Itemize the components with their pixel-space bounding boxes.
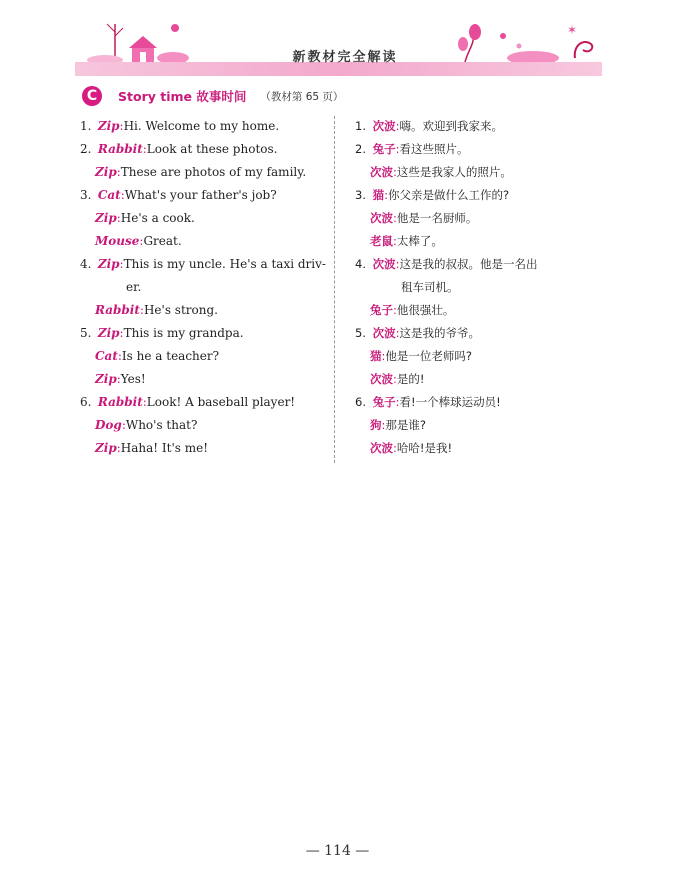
speaker-name: Mouse (95, 234, 140, 248)
speaker-name: Zip (95, 441, 117, 455)
chinese-line (355, 415, 605, 438)
section-badge: C (82, 86, 102, 106)
line-number: 2. (80, 142, 92, 156)
speaker-separator: : (116, 165, 121, 179)
speaker-name: Zip (95, 165, 117, 179)
line-number: 3. (355, 188, 366, 202)
speaker-separator: : (121, 418, 126, 432)
line-number: 5. (80, 326, 92, 340)
speaker-separator: : (381, 418, 386, 432)
speaker-name: 次波 (372, 326, 396, 340)
page-header (75, 18, 602, 76)
line-text: 这是我的爷爷。 (399, 326, 481, 340)
chinese-line (355, 438, 605, 461)
line-text: Haha! It's me! (120, 441, 209, 455)
speaker-name: Dog (95, 418, 122, 432)
chinese-dialogue (355, 116, 605, 461)
speaker-separator: : (139, 234, 144, 248)
chinese-line (355, 162, 605, 185)
line-text: This is my grandpa. (123, 326, 244, 340)
speaker-separator: : (119, 326, 124, 340)
speaker-name: Zip (97, 257, 120, 271)
chinese-line (355, 185, 605, 208)
speaker-name: 次波 (372, 119, 396, 133)
speaker-name: Zip (95, 211, 117, 225)
line-number: 4. (355, 257, 366, 271)
english-line (80, 162, 328, 185)
chinese-line (355, 231, 605, 254)
english-line (80, 208, 328, 231)
line-number: 4. (80, 257, 92, 271)
line-number: 5. (355, 326, 366, 340)
speaker-separator: : (116, 441, 121, 455)
speaker-separator: : (116, 372, 121, 386)
speaker-separator: : (395, 326, 400, 340)
chinese-line (355, 392, 605, 415)
english-line (80, 346, 328, 369)
speaker-name: 次波 (370, 211, 393, 225)
english-line (80, 369, 328, 392)
line-text: Is he a teacher? (121, 349, 220, 363)
speaker-separator: : (395, 395, 400, 409)
english-line (80, 415, 328, 438)
speaker-name: 猫 (370, 349, 382, 363)
house-tree-decoration-icon (85, 18, 195, 64)
speaker-separator: : (116, 211, 121, 225)
line-text: Look at these photos. (146, 142, 278, 156)
section-heading (82, 85, 343, 107)
speaker-separator: : (395, 142, 400, 156)
line-text: 嗨。欢迎到我家来。 (399, 119, 504, 133)
speaker-separator: : (393, 372, 397, 386)
line-number: 6. (80, 395, 92, 409)
line-number: 1. (80, 119, 92, 133)
english-line (80, 323, 328, 346)
line-text: 哈哈!是我! (396, 441, 453, 455)
speaker-name: 狗 (370, 418, 382, 432)
speaker-separator: : (120, 188, 125, 202)
line-text: 你父亲是做什么工作的? (388, 188, 510, 202)
chinese-line (355, 323, 605, 346)
line-text: 他是一名厨师。 (396, 211, 478, 225)
speaker-separator: : (142, 395, 147, 409)
english-line (80, 185, 328, 208)
line-text: He's a cook. (120, 211, 195, 225)
svg-text:✶: ✶ (567, 23, 578, 37)
speaker-separator: : (142, 142, 147, 156)
line-text: Hi. Welcome to my home. (123, 119, 280, 133)
speaker-name: Cat (95, 349, 118, 363)
line-text: 这些是我家人的照片。 (396, 165, 512, 179)
english-line (80, 231, 328, 254)
line-number: 6. (355, 395, 366, 409)
line-text: Yes! (120, 372, 146, 386)
line-text: What's your father's job? (124, 188, 277, 202)
speaker-name: Zip (97, 119, 120, 133)
line-text: 看这些照片。 (399, 142, 469, 156)
english-line (80, 116, 328, 139)
english-line (80, 254, 328, 277)
speaker-name: 猫 (372, 188, 385, 202)
line-number: 1. (355, 119, 366, 133)
speaker-name: Zip (95, 372, 117, 386)
chinese-line (355, 346, 605, 369)
chinese-line (355, 208, 605, 231)
chinese-line (355, 139, 605, 162)
chinese-line (355, 300, 605, 323)
speaker-name: 兔子 (372, 395, 396, 409)
line-text: 看!一个棒球运动员! (399, 395, 501, 409)
speaker-name: 兔子 (370, 303, 393, 317)
english-line (80, 277, 328, 300)
speaker-name: 兔子 (372, 142, 396, 156)
line-text: He's strong. (143, 303, 218, 317)
speaker-separator: : (117, 349, 122, 363)
line-number: 3. (80, 188, 92, 202)
line-text: 他是一位老师吗? (385, 349, 472, 363)
speaker-name: Zip (97, 326, 120, 340)
speaker-name: Cat (97, 188, 121, 202)
speaker-name: Rabbit (97, 395, 143, 409)
english-line (80, 438, 328, 461)
speaker-separator: : (393, 211, 397, 225)
line-text: er. (126, 280, 142, 294)
chinese-line (355, 116, 605, 139)
line-text: This is my uncle. He's a taxi driv- (123, 257, 326, 271)
section-reference: （教材第 65 页） (260, 90, 344, 103)
line-text: Who's that? (125, 418, 198, 432)
line-text: These are photos of my family. (120, 165, 307, 179)
line-text: 那是谁? (385, 418, 426, 432)
line-text: 太棒了。 (396, 234, 443, 248)
speaker-separator: : (393, 234, 397, 248)
speaker-separator: : (119, 257, 124, 271)
column-divider (334, 116, 335, 463)
line-text: Look! A baseball player! (146, 395, 296, 409)
speaker-separator: : (119, 119, 124, 133)
speaker-name: 次波 (370, 165, 393, 179)
speaker-name: Rabbit (97, 142, 143, 156)
section-title: Story time 故事时间 (118, 89, 247, 104)
chinese-line (355, 369, 605, 392)
speaker-name: 次波 (370, 372, 393, 386)
line-text: 他很强壮。 (396, 303, 455, 317)
speaker-separator: : (395, 257, 400, 271)
english-dialogue (80, 116, 328, 461)
line-text: 是的! (396, 372, 425, 386)
line-text: Great. (143, 234, 182, 248)
plant-swirl-decoration-icon (455, 18, 602, 64)
speaker-name: 次波 (370, 441, 393, 455)
speaker-separator: : (393, 165, 397, 179)
chinese-line (355, 254, 605, 277)
line-number: 2. (355, 142, 366, 156)
english-line (80, 392, 328, 415)
chinese-line (355, 277, 605, 300)
speaker-separator: : (381, 349, 386, 363)
speaker-separator: : (139, 303, 144, 317)
english-line (80, 139, 328, 162)
speaker-separator: : (395, 119, 400, 133)
speaker-separator: : (393, 303, 397, 317)
speaker-name: 次波 (372, 257, 396, 271)
speaker-separator: : (384, 188, 389, 202)
line-text: 这是我的叔叔。他是一名出 (399, 257, 538, 271)
header-title: 新教材完全解读 (292, 50, 398, 65)
speaker-separator: : (393, 441, 397, 455)
speaker-name: 老鼠 (370, 234, 393, 248)
speaker-name: Rabbit (95, 303, 140, 317)
page-number: — 114 — (305, 843, 370, 859)
line-text: 租车司机。 (401, 280, 459, 294)
english-line (80, 300, 328, 323)
